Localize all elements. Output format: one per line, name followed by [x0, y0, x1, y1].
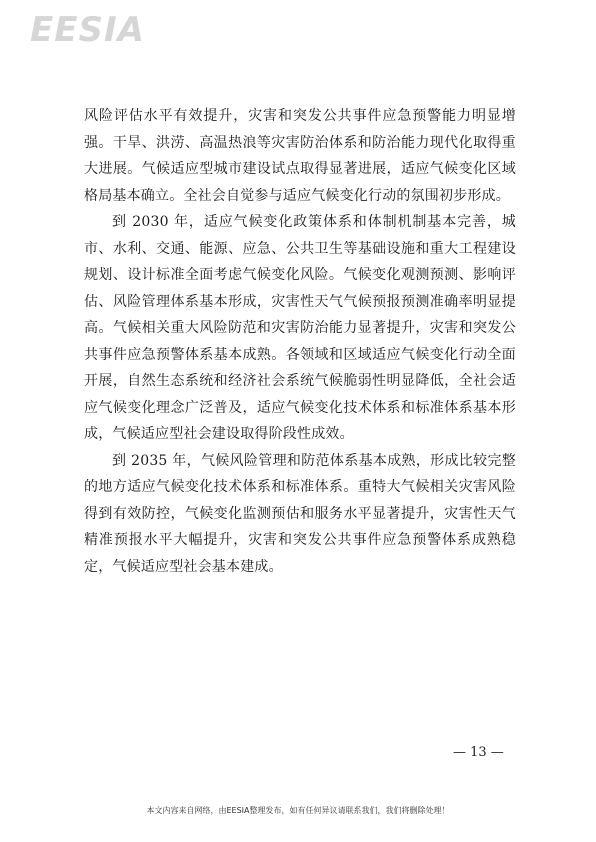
eesia-logo: EESIA — [30, 10, 145, 50]
paragraph-1: 风险评估水平有效提升，灾害和突发公共事件应急预警能力明显增强。干旱、洪涝、高温热浪等灾害防治体系和防治能力现代化取得重大进展。气候适应型城市建设试点取得显著进展，适应气候变化区域格局基本确立。全社会自觉参与适应气候变化行动的氛围初步形成。 — [84, 108, 516, 204]
paragraph-2035-goals: 到 2035 年，气候风险管理和防范体系基本成熟，形成比较完整的地方适应气候变化技术体系和标准体系。重特大气候相关灾害风险得到有效防控，气候变化监测预估和服务水平显著提升，灾害性天气精准预报水平大幅提升，灾害和突发公共事件应急预警体系成熟稳定，气候适应型社会基本建成。 — [84, 452, 516, 575]
footer-disclaimer: 本文内容来自网络，由EESIA整理发布，如有任何异议请联系我们，我们将删除处理！ — [146, 806, 450, 815]
document-body — [84, 103, 516, 580]
page-number: — 13 — — [453, 745, 504, 760]
paragraph-2030-goals: 到 2030 年，适应气候变化政策体系和体制机制基本完善，城市、水利、交通、能源、应急、公共卫生等基础设施和重大工程建设规划、设计标准全面考虑气候变化风险。气候变化观测预测、影响评估、风险管理体系基本形成，灾害性天气气候预报预测准确率明显提高。气候相关重大风险防范和灾害防治能力显著提升，灾害和突发公共事件应急预警体系基本成熟。各领域和区域适应气候变化行动全面开展，自然生态系统和经济社会系统气候脆弱性明显降低，全社会适应气候变化理念广泛普及，适应气候变化技术体系和标准体系基本形成，气候适应型社会建设取得阶段性成效。 — [84, 214, 516, 442]
